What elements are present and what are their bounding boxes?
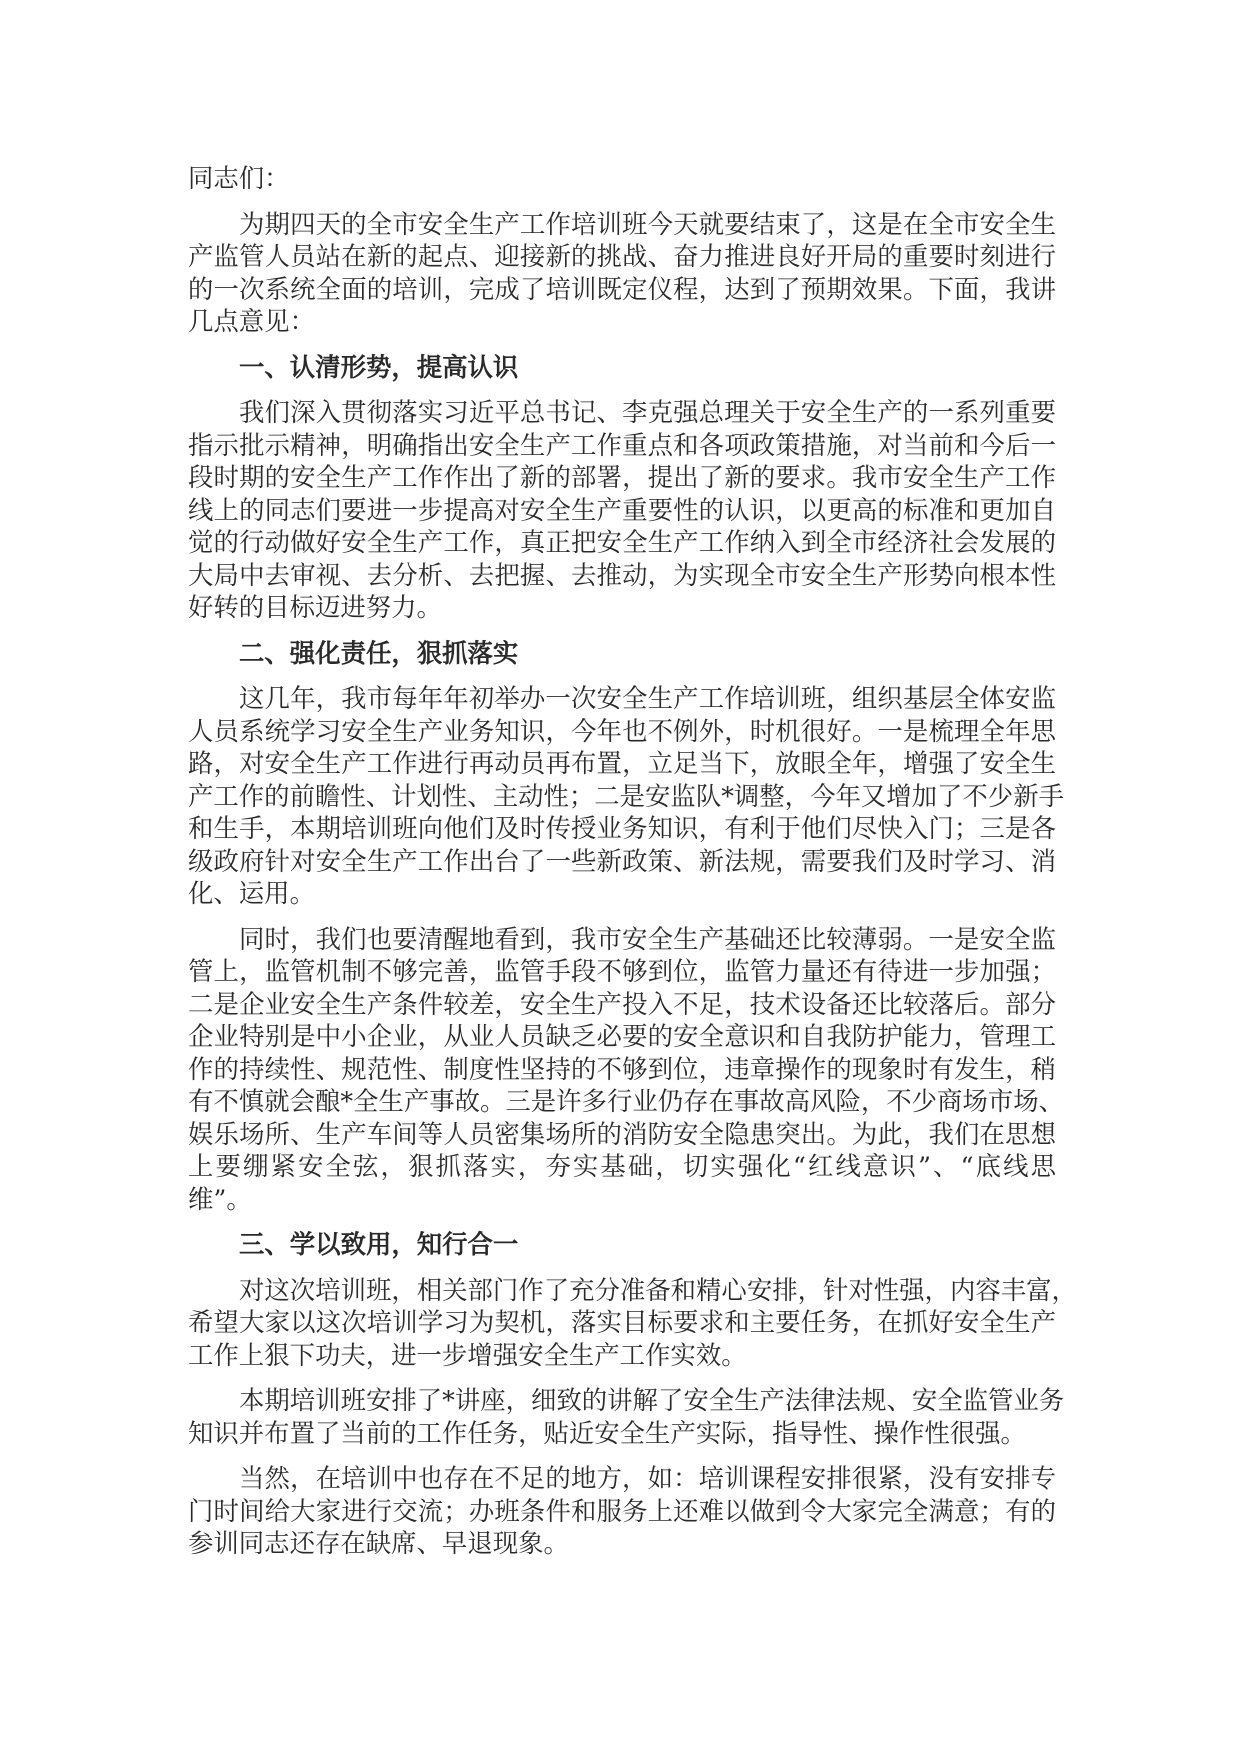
- paragraph-shortcomings: [188, 1462, 1056, 1560]
- text-line: 和生手，本期培训班向他们及时传授业务知识，有利于他们尽快入门；三是各: [188, 813, 1056, 843]
- text-line: 几点意见：: [188, 306, 315, 336]
- text-line: 产工作的前瞻性、计划性、主动性；二是安监队*调整，今年又增加了不少新手: [188, 780, 1064, 811]
- text-line: 上要绷紧安全弦，狠抓落实，夯实基础，切实强化“红线意识”、“底线思: [188, 1151, 1056, 1181]
- text-line: 产监管人员站在新的起点、迎接新的挑战、奋力推进良好开局的重要时刻进行: [188, 241, 1056, 271]
- paragraph-responsibility: [188, 682, 1064, 910]
- document-page: [188, 162, 1077, 1573]
- text-line: 路，对安全生产工作进行再动员再布置，立足当下，放眼全年，增强了安全生: [188, 748, 1056, 778]
- text-line: 好转的目标迈进努力。: [188, 592, 442, 622]
- text-line: 觉的行动做好安全生产工作，真正把安全生产工作纳入到全市经济社会发展的: [188, 527, 1056, 557]
- text-line: 大局中去审视、去分析、去把握、去推动，为实现全市安全生产形势向根本性: [188, 559, 1056, 590]
- text-line: 的一次系统全面的培训，完成了培训既定仪程，达到了预期效果。下面，我讲: [188, 273, 1056, 304]
- text-line: 娱乐场所、生产车间等人员密集场所的消防安全隐患突出。为此，我们在思想: [188, 1118, 1056, 1149]
- text-line: 企业特别是中小企业，从业人员缺乏必要的安全意识和自我防护能力，管理工: [188, 1021, 1056, 1051]
- text-line: 参训同志还存在缺席、早退现象。: [188, 1528, 569, 1558]
- text-line: 段时期的安全生产工作作出了新的部署，提出了新的要求。我市安全生产工作: [188, 462, 1056, 492]
- text-line: 同时，我们也要清醒地看到，我市安全生产基础还比较薄弱。一是安全监: [239, 923, 1056, 954]
- text-line: 二是企业安全生产条件较差，安全生产投入不足，技术设备还比较落后。部分: [188, 988, 1056, 1019]
- section-heading-2: 二、强化责任，狠抓落实: [239, 637, 519, 668]
- text-line: 级政府针对安全生产工作出台了一些新政策、新法规，需要我们及时学习、消: [188, 845, 1056, 876]
- text-line: 指示批示精神，明确指出安全生产工作重点和各项政策措施，对当前和今后一: [188, 429, 1056, 460]
- text-line: 有不慎就会酿*全生产事故。三是许多行业仍存在事故高风险，不少商场市场、: [188, 1086, 1064, 1116]
- text-line: 希望大家以这次培训学习为契机，落实目标要求和主要任务，在抓好安全生产: [188, 1307, 1056, 1337]
- paragraph-situation: [188, 396, 1056, 624]
- text-line: 当然，在培训中也存在不足的地方，如：培训课程安排很紧，没有安排专: [239, 1463, 1056, 1493]
- paragraph-weaknesses: [188, 923, 1064, 1216]
- text-line: 我们深入贯彻落实习近平总书记、李克强总理关于安全生产的一系列重要: [239, 397, 1056, 427]
- salutation: 同志们：: [188, 163, 290, 193]
- paragraph-lectures: [188, 1384, 1065, 1449]
- paragraph-training-goals: [188, 1274, 1077, 1372]
- text-line: 线上的同志们要进一步提高对安全生产重要性的认识，以更高的标准和更加自: [188, 494, 1056, 525]
- text-line: 这几年，我市每年年初举办一次安全生产工作培训班，组织基层全体安监: [239, 683, 1056, 713]
- text-line: 管上，监管机制不够完善，监管手段不够到位，监管力量还有待进一步加强；: [188, 956, 1056, 986]
- text-line: 本期培训班安排了*讲座，细致的讲解了安全生产法律法规、安全监管业务: [239, 1385, 1065, 1415]
- text-line: 对这次培训班，相关部门作了充分准备和精心安排，针对性强，内容丰富，: [239, 1274, 1077, 1305]
- section-heading-3: 三、学以致用，知行合一: [239, 1229, 519, 1259]
- text-line: 作的持续性、规范性、制度性坚持的不够到位，违章操作的现象时有发生，稍: [188, 1053, 1056, 1084]
- text-line: 人员系统学习安全生产业务知识，今年也不例外，时机很好。一是梳理全年思: [188, 715, 1056, 746]
- paragraph-intro: [188, 208, 1056, 338]
- text-line: 为期四天的全市安全生产工作培训班今天就要结束了，这是在全市安全生: [239, 208, 1056, 239]
- text-line: 工作上狠下功夫，进一步增强安全生产工作实效。: [188, 1339, 747, 1370]
- section-heading-1: 一、认清形势，提高认识: [239, 351, 519, 382]
- text-line: 知识并布置了当前的工作任务，贴近安全生产实际，指导性、操作性很强。: [188, 1417, 1026, 1448]
- text-line: 门时间给大家进行交流；办班条件和服务上还难以做到令大家完全满意；有的: [188, 1495, 1056, 1526]
- text-line: 化、运用。: [188, 878, 315, 908]
- text-line: 维”。: [188, 1183, 252, 1214]
